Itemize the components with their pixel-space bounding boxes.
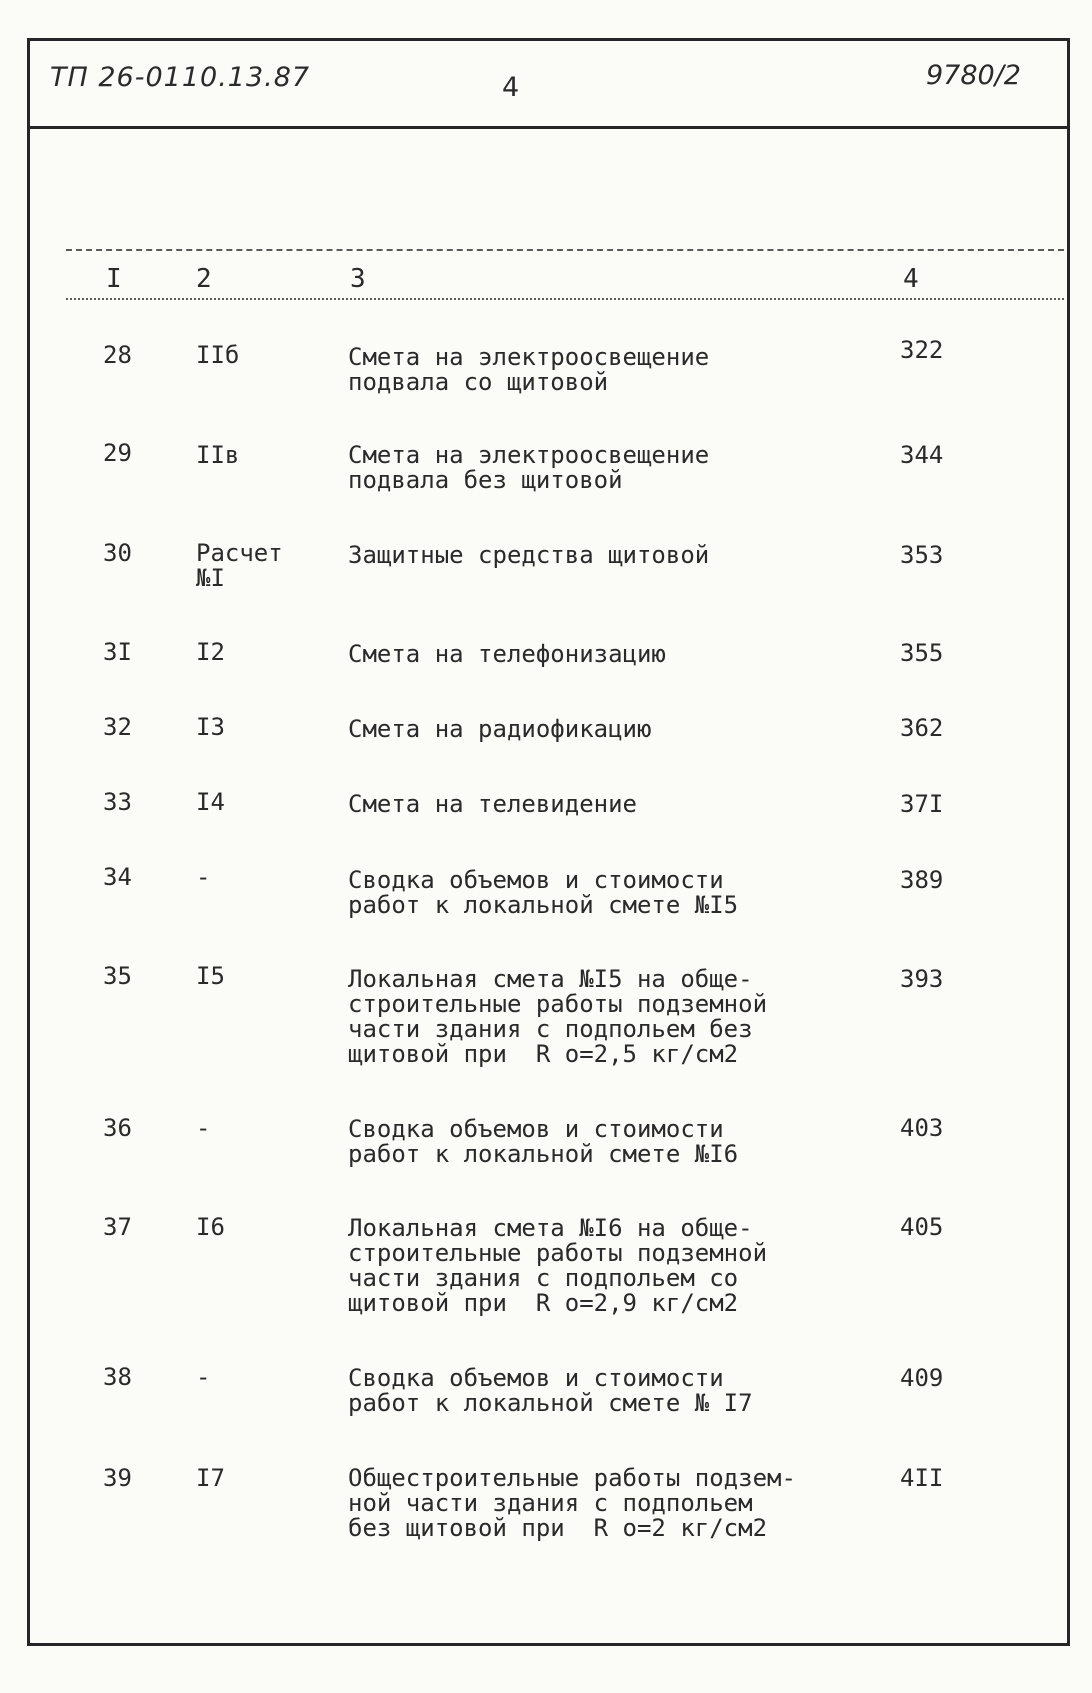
row-reference: I5 xyxy=(196,962,225,990)
table-top-rule xyxy=(66,249,1064,251)
row-number: 36 xyxy=(103,1114,132,1142)
row-number: 38 xyxy=(103,1363,132,1391)
row-page: 344 xyxy=(900,441,944,469)
table-header-rule xyxy=(66,298,1064,300)
row-reference: IIв xyxy=(196,441,240,469)
row-number: 32 xyxy=(103,713,132,741)
row-description: Смета на электроосвещение подвала без щитовой xyxy=(348,441,710,494)
column-header-3: 3 xyxy=(350,264,366,294)
row-page: 393 xyxy=(900,965,944,993)
row-page: 353 xyxy=(900,541,944,569)
row-page: 405 xyxy=(900,1213,944,1241)
row-page: 389 xyxy=(900,866,944,894)
row-number: 28 xyxy=(103,341,132,369)
row-number: 35 xyxy=(103,962,132,990)
row-reference: IIб xyxy=(196,341,240,369)
row-reference: - xyxy=(196,1114,211,1142)
row-number: 39 xyxy=(103,1464,132,1492)
column-header-1: I xyxy=(106,264,122,294)
row-number: 37 xyxy=(103,1213,132,1241)
row-number: 29 xyxy=(103,439,132,467)
row-number: 33 xyxy=(103,788,132,816)
row-reference: I6 xyxy=(196,1213,225,1241)
row-description: Защитные средства щитовой xyxy=(348,541,710,569)
row-reference: I7 xyxy=(196,1464,225,1492)
row-description: Сводка объемов и стоимости работ к локальной смете №I5 xyxy=(348,866,739,919)
row-page: 4II xyxy=(900,1464,944,1492)
row-page: 362 xyxy=(900,714,944,742)
row-page: 409 xyxy=(900,1364,944,1392)
header-divider xyxy=(27,126,1070,129)
row-page: 322 xyxy=(900,336,944,364)
document-code: ТП 26-0110.13.87 xyxy=(50,62,311,93)
row-description: Смета на телевидение xyxy=(348,790,637,818)
row-description: Смета на телефонизацию xyxy=(348,640,666,668)
row-description: Локальная смета №I5 на обще- строительные работы подземной части здания с подпольем без щитовой при R о=2,5 кг/см2 xyxy=(348,965,768,1068)
column-header-2: 2 xyxy=(196,264,212,294)
row-number: 3I xyxy=(103,638,132,666)
row-page: 403 xyxy=(900,1114,944,1142)
row-reference: I4 xyxy=(196,788,225,816)
row-description: Сводка объемов и стоимости работ к локальной смете №I6 xyxy=(348,1115,739,1168)
column-header-4: 4 xyxy=(903,264,919,294)
row-number: 34 xyxy=(103,863,132,891)
row-description: Сводка объемов и стоимости работ к локальной смете № I7 xyxy=(348,1364,753,1417)
row-reference: Расчет №I xyxy=(196,539,283,592)
row-reference: I3 xyxy=(196,713,225,741)
row-description: Смета на электроосвещение подвала со щитовой xyxy=(348,343,710,396)
row-page: 355 xyxy=(900,639,944,667)
row-page: 37I xyxy=(900,790,944,818)
row-reference: I2 xyxy=(196,638,225,666)
row-description: Общестроительные работы подзем- ной части здания с подпольем без щитовой при R о=2 кг/см2 xyxy=(348,1464,796,1542)
sheet-number: 9780/2 xyxy=(926,60,1021,91)
row-description: Локальная смета №I6 на обще- строительные работы подземной части здания с подпольем со щитовой при R о=2,9 кг/см2 xyxy=(348,1214,768,1317)
row-description: Смета на радиофикацию xyxy=(348,715,652,743)
row-number: 30 xyxy=(103,539,132,567)
row-reference: - xyxy=(196,1363,211,1391)
page-number: 4 xyxy=(502,72,520,103)
row-reference: - xyxy=(196,863,211,891)
